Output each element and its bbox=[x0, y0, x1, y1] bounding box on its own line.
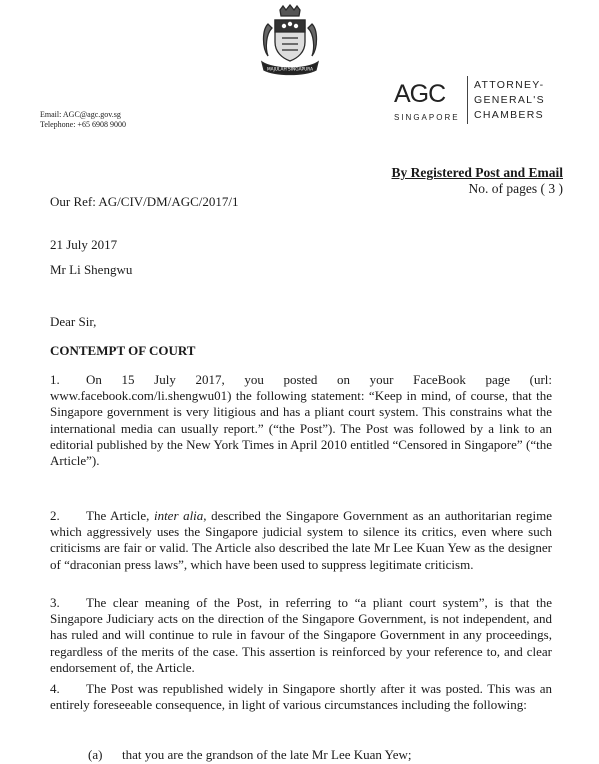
agc-logo-name bbox=[474, 78, 545, 123]
sub-item-a bbox=[88, 747, 412, 763]
paragraph-3 bbox=[50, 595, 552, 676]
agc-logo-country: SINGAPORE bbox=[394, 113, 460, 122]
paragraph-number: 1. bbox=[50, 372, 60, 387]
crest-motto: MAJULAH SINGAPURA bbox=[266, 67, 314, 73]
agc-logo-divider bbox=[467, 76, 468, 124]
agc-logo-name-line2: GENERAL'S bbox=[474, 94, 545, 106]
agc-logo bbox=[394, 76, 562, 128]
paragraph-text-start: The Article, bbox=[86, 508, 154, 523]
paragraph-italic-phrase: inter alia bbox=[153, 508, 204, 523]
salutation: Dear Sir, bbox=[50, 314, 97, 329]
contact-telephone: Telephone: +65 6908 9000 bbox=[40, 119, 126, 129]
addressee: Mr Li Shengwu bbox=[50, 262, 133, 277]
contact-details bbox=[40, 110, 126, 129]
page-count: No. of pages ( 3 ) bbox=[468, 181, 563, 196]
paragraph-1 bbox=[50, 372, 552, 469]
delivery-method: By Registered Post and Email bbox=[391, 165, 563, 180]
agc-logo-name-line1: ATTORNEY- bbox=[474, 79, 545, 91]
paragraph-2 bbox=[50, 508, 552, 573]
letter-date: 21 July 2017 bbox=[50, 237, 118, 252]
paragraph-text-end: , described the Singapore Government as an authoritarian regime which aggressively uses the Singapore judicial system to silence its critics, even where such criticisms are fair or valid. The Article also described the late Mr Lee Kuan Yew as the designer of “draconian press laws”, which have been used to suppress legitimate criticism. bbox=[50, 508, 552, 572]
paragraph-number: 4. bbox=[50, 681, 60, 696]
singapore-crest-icon bbox=[254, 4, 326, 80]
paragraph-4 bbox=[50, 681, 552, 713]
sub-item-text: that you are the grandson of the late Mr Lee Kuan Yew; bbox=[122, 747, 412, 762]
contact-email: Email: AGC@agc.gov.sg bbox=[40, 110, 121, 119]
paragraph-text: The clear meaning of the Post, in referring to “a pliant court system”, is that the Singapore Judiciary acts on the direction of the Singapore Government, is not independent, and has ruled and will continue to rule in favour of the Singapore Government in any proceedings, regardless of the merits of the case. This assertion is reinforced by your reference to, and clear endorsement of, the Article. bbox=[50, 595, 552, 675]
letter-heading: CONTEMPT OF COURT bbox=[50, 343, 196, 358]
agc-logo-name-line3: CHAMBERS bbox=[474, 109, 544, 121]
paragraph-number: 3. bbox=[50, 595, 60, 610]
agc-logo-mark: AGC bbox=[394, 80, 446, 108]
delivery-block bbox=[392, 165, 564, 197]
sub-item-label: (a) bbox=[88, 747, 103, 762]
paragraph-text: On 15 July 2017, you posted on your FaceBook page (url: www.facebook.com/li.shengwu01) the following statement: “Keep in mind, of course, that the Singapore government is very litigious and has a pliant court system. This constrains what the international media can usually report.” (“the Post”). The Post was followed by a link to an editorial published by the New York Times in April 2010 entitled “Censored in Singapore” (“the Article”). bbox=[50, 372, 552, 469]
paragraph-number: 2. bbox=[50, 508, 60, 523]
our-reference: Our Ref: AG/CIV/DM/AGC/2017/1 bbox=[50, 194, 239, 209]
paragraph-text: The Post was republished widely in Singapore shortly after it was posted. This was an entirely foreseeable consequence, in light of various circumstances including the following: bbox=[50, 681, 552, 713]
